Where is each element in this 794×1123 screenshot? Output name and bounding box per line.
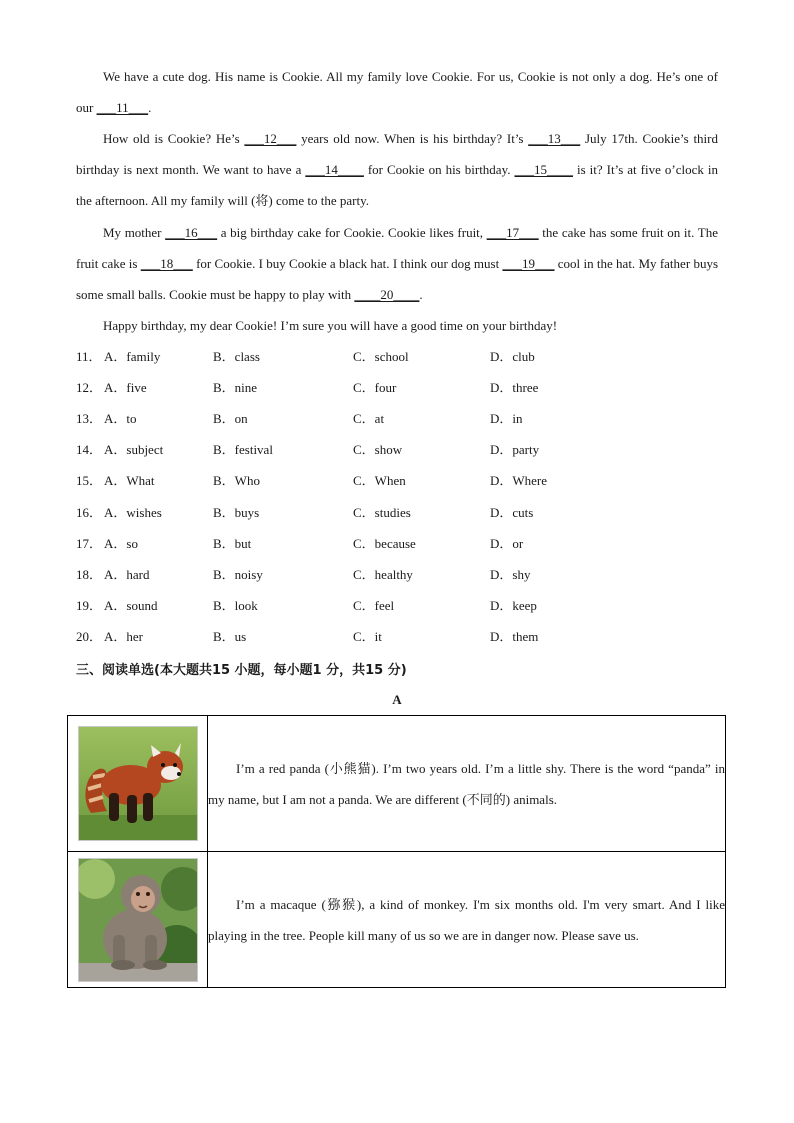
option-c: C．studies: [353, 505, 411, 520]
option-d: D．shy: [490, 567, 531, 582]
option-a: A．subject: [104, 442, 164, 457]
option-a: A．hard: [104, 567, 150, 582]
macaque-text-cell: [208, 852, 726, 988]
option-d: D．or: [490, 536, 524, 551]
option-c: C．When: [353, 473, 406, 488]
red-panda-text-cell: [208, 716, 726, 852]
option-c: C．four: [353, 380, 397, 395]
option-d: D．in: [490, 411, 523, 426]
option-a: A．so: [104, 536, 138, 551]
passage-paragraph-4: Happy birthday, my dear Cookie! I’m sure you will have a good time on your birthday!: [103, 318, 558, 333]
option-b: B．us: [213, 629, 247, 644]
question-number: 15．: [76, 473, 103, 488]
option-b: B．but: [213, 536, 252, 551]
table-row-macaque: [68, 852, 726, 988]
question-number: 18．: [76, 567, 103, 582]
option-a: A．five: [104, 380, 147, 395]
section-heading: 三、阅读单选(本大题共15 小题，每小题1 分，共15 分): [76, 663, 407, 678]
option-c: C．because: [353, 536, 416, 551]
option-b: B．on: [213, 411, 248, 426]
option-b: B．Who: [213, 473, 260, 488]
option-b: B．nine: [213, 380, 258, 395]
question-number: 20．: [76, 629, 103, 644]
option-d: D．club: [490, 349, 535, 364]
option-d: D．cuts: [490, 505, 534, 520]
question-number: 12．: [76, 380, 103, 395]
blank-17: ___17___: [486, 225, 539, 240]
question-number: 13．: [76, 411, 103, 426]
blank-19: ___19___: [502, 256, 555, 272]
option-c: C．healthy: [353, 567, 413, 582]
red-panda-image: [78, 726, 198, 841]
option-d: D．party: [490, 442, 540, 457]
blank-12: ___12___: [244, 131, 297, 146]
option-d: D．keep: [490, 598, 537, 613]
option-c: C．feel: [353, 598, 395, 613]
table-row-red-panda: [68, 716, 726, 852]
option-d: D．Where: [490, 473, 548, 488]
blank-16: ___16___: [165, 225, 218, 240]
question-number: 17．: [76, 536, 103, 551]
option-a: A．to: [104, 411, 137, 426]
question-number: 19．: [76, 598, 103, 613]
blank-11: ___11___: [96, 100, 149, 116]
red-panda-paragraph: I’m a red panda (小熊猫). I’m two years old. I’m a little shy. There is the word “panda” in my name, but I am not a panda. We are different (不同的) animals.: [208, 760, 725, 807]
option-c: C．show: [353, 442, 403, 457]
option-a: A．sound: [104, 598, 158, 613]
option-c: C．school: [353, 349, 409, 364]
option-c: C．it: [353, 629, 382, 644]
option-d: D．them: [490, 629, 539, 644]
blank-15: ___15____: [514, 162, 573, 178]
question-number: 11．: [76, 349, 102, 364]
passage-paragraph-3: My mother ___16___ a big birthday cake for Cookie. Cookie likes fruit, ___17___ the cake has some fruit on it. The fruit cake is ___18___ for Cookie. I buy Cookie a black hat. I think our dog must ___19___ cool in the hat. My father buys some small balls. Cookie must be happy to play with ____20____.: [76, 225, 719, 303]
passage-paragraph-1: We have a cute dog. His name is Cookie. All my family love Cookie. For us, Cookie is not only a dog. He’s one of our ___11___.: [76, 69, 718, 116]
question-number: 14．: [76, 442, 103, 457]
option-b: B．festival: [213, 442, 273, 457]
red-panda-image-cell: [68, 716, 208, 852]
blank-18: ___18___: [140, 256, 193, 272]
option-a: A．What: [104, 473, 155, 488]
passage-letter: A: [392, 692, 402, 707]
blank-13: ___13___: [528, 131, 581, 146]
reading-table: [67, 715, 726, 988]
option-d: D．three: [490, 380, 539, 395]
option-a: A．family: [104, 349, 161, 364]
option-a: A．wishes: [104, 505, 162, 520]
option-b: B．look: [213, 598, 258, 613]
passage-paragraph-2: How old is Cookie? He’s ___12___ years old now. When is his birthday? It’s ___13___ July 17th. Cookie’s third birthday is next month. We want to have a ___14____ for Cookie on his birthday. ___15____ is it? It’s at five o’clock in the afternoon. All my family will (将) come to the party.: [76, 131, 718, 209]
macaque-image-cell: [68, 852, 208, 988]
macaque-paragraph: I’m a macaque (猕猴), a kind of monkey. I'm six months old. I'm very smart. And I like playing in the tree. People kill many of us so we are in danger now. Please save us.: [208, 896, 725, 943]
blank-20: ____20____: [354, 287, 420, 303]
option-a: A．her: [104, 629, 143, 644]
option-c: C．at: [353, 411, 385, 426]
option-b: B．class: [213, 349, 260, 364]
blank-14: ___14____: [305, 162, 364, 178]
option-b: B．buys: [213, 505, 260, 520]
option-b: B．noisy: [213, 567, 263, 582]
question-number: 16．: [76, 505, 103, 520]
macaque-image: [78, 858, 198, 982]
